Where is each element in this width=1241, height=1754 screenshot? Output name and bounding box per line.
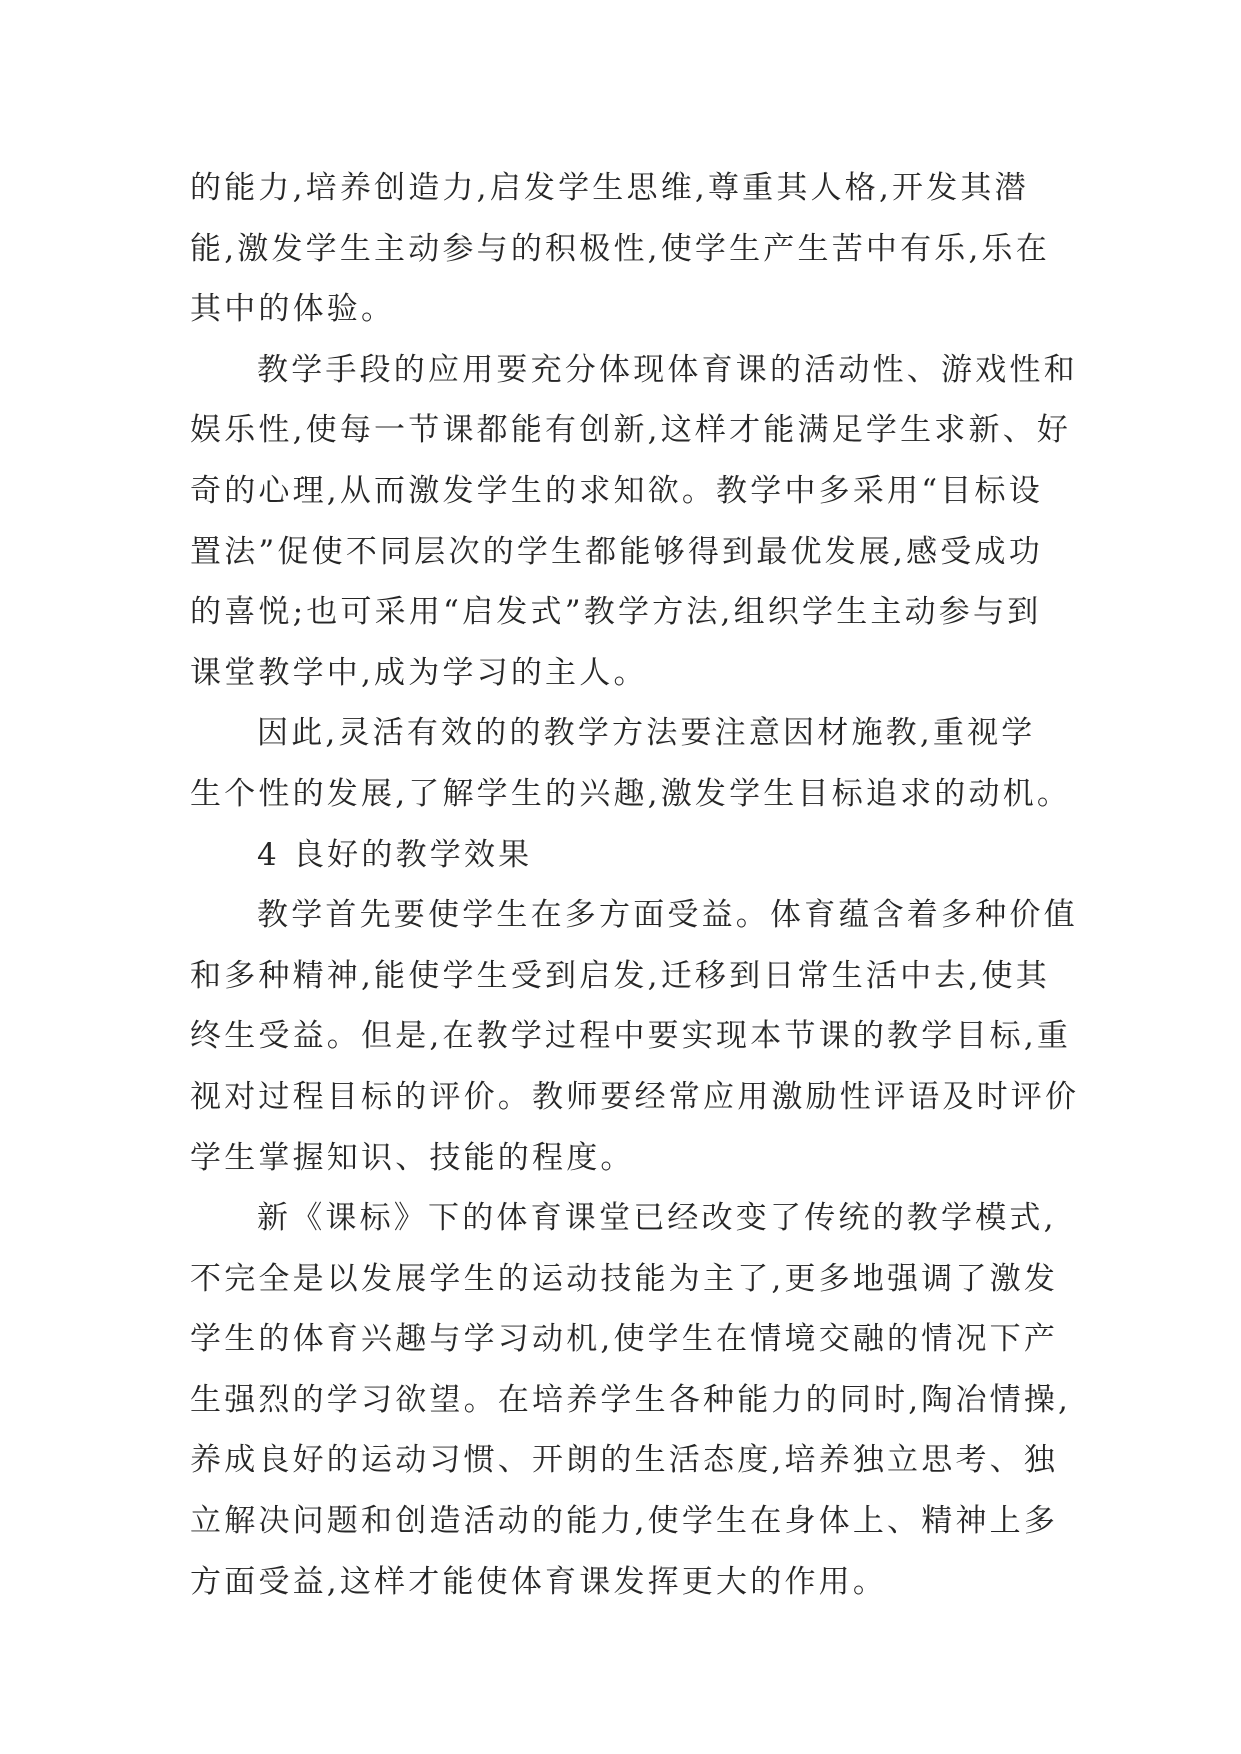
text-line: 能,激发学生主动参与的积极性,使学生产生苦中有乐,乐在 bbox=[190, 230, 1050, 267]
text-line: 养成良好的运动习惯、开朗的生活态度,培养独立思考、独 bbox=[190, 1442, 1059, 1479]
paragraph-teaching-means bbox=[190, 340, 1078, 704]
paragraph-benefit bbox=[190, 885, 1080, 1188]
text-line: 的喜悦;也可采用“启发式”教学方法,组织学生主动参与到 bbox=[190, 594, 1042, 631]
text-line: 奇的心理,从而激发学生的求知欲。教学中多采用“目标设 bbox=[190, 472, 1043, 509]
text-line: 其中的体验。 bbox=[190, 291, 396, 328]
text-line: 立解决问题和创造活动的能力,使学生在身体上、精神上多 bbox=[190, 1503, 1059, 1540]
section-heading-text: 4 良好的教学效果 bbox=[257, 836, 533, 873]
document-body bbox=[190, 158, 1080, 1612]
text-line: 新《课标》下的体育课堂已经改变了传统的教学模式, bbox=[257, 1200, 1057, 1237]
text-line: 教学手段的应用要充分体现体育课的活动性、游戏性和 bbox=[257, 351, 1078, 388]
text-line: 生强烈的学习欲望。在培养学生各种能力的同时,陶冶情操, bbox=[190, 1381, 1072, 1418]
text-line: 课堂教学中,成为学习的主人。 bbox=[190, 654, 648, 691]
paragraph-therefore bbox=[190, 703, 1072, 824]
paragraph-new-standards bbox=[190, 1188, 1072, 1612]
text-line: 生个性的发展,了解学生的兴趣,激发学生目标追求的动机。 bbox=[190, 775, 1072, 812]
text-line: 方面受益,这样才能使体育课发挥更大的作用。 bbox=[190, 1563, 888, 1600]
text-line: 的能力,培养创造力,启发学生思维,尊重其人格,开发其潜 bbox=[190, 170, 1029, 206]
text-line: 学生掌握知识、技能的程度。 bbox=[190, 1139, 635, 1176]
text-line: 视对过程目标的评价。教师要经常应用激励性评语及时评价 bbox=[190, 1078, 1080, 1115]
text-line: 因此,灵活有效的的教学方法要注意因材施教,重视学 bbox=[257, 715, 1036, 752]
text-line: 娱乐性,使每一节课都能有创新,这样才能满足学生求新、好 bbox=[190, 412, 1072, 449]
paragraph-continuation bbox=[190, 158, 1060, 340]
text-line: 终生受益。但是,在教学过程中要实现本节课的教学目标,重 bbox=[190, 1018, 1072, 1055]
text-line: 和多种精神,能使学生受到启发,迁移到日常生活中去,使其 bbox=[190, 957, 1050, 994]
text-line: 教学首先要使学生在多方面受益。体育蕴含着多种价值 bbox=[257, 897, 1078, 934]
section-heading bbox=[190, 825, 1060, 886]
text-line: 不完全是以发展学生的运动技能为主了,更多地强调了激发 bbox=[190, 1260, 1059, 1297]
text-line: 学生的体育兴趣与学习动机,使学生在情境交融的情况下产 bbox=[190, 1321, 1059, 1358]
text-line: 置法”促使不同层次的学生都能够得到最优发展,感受成功 bbox=[190, 533, 1043, 570]
